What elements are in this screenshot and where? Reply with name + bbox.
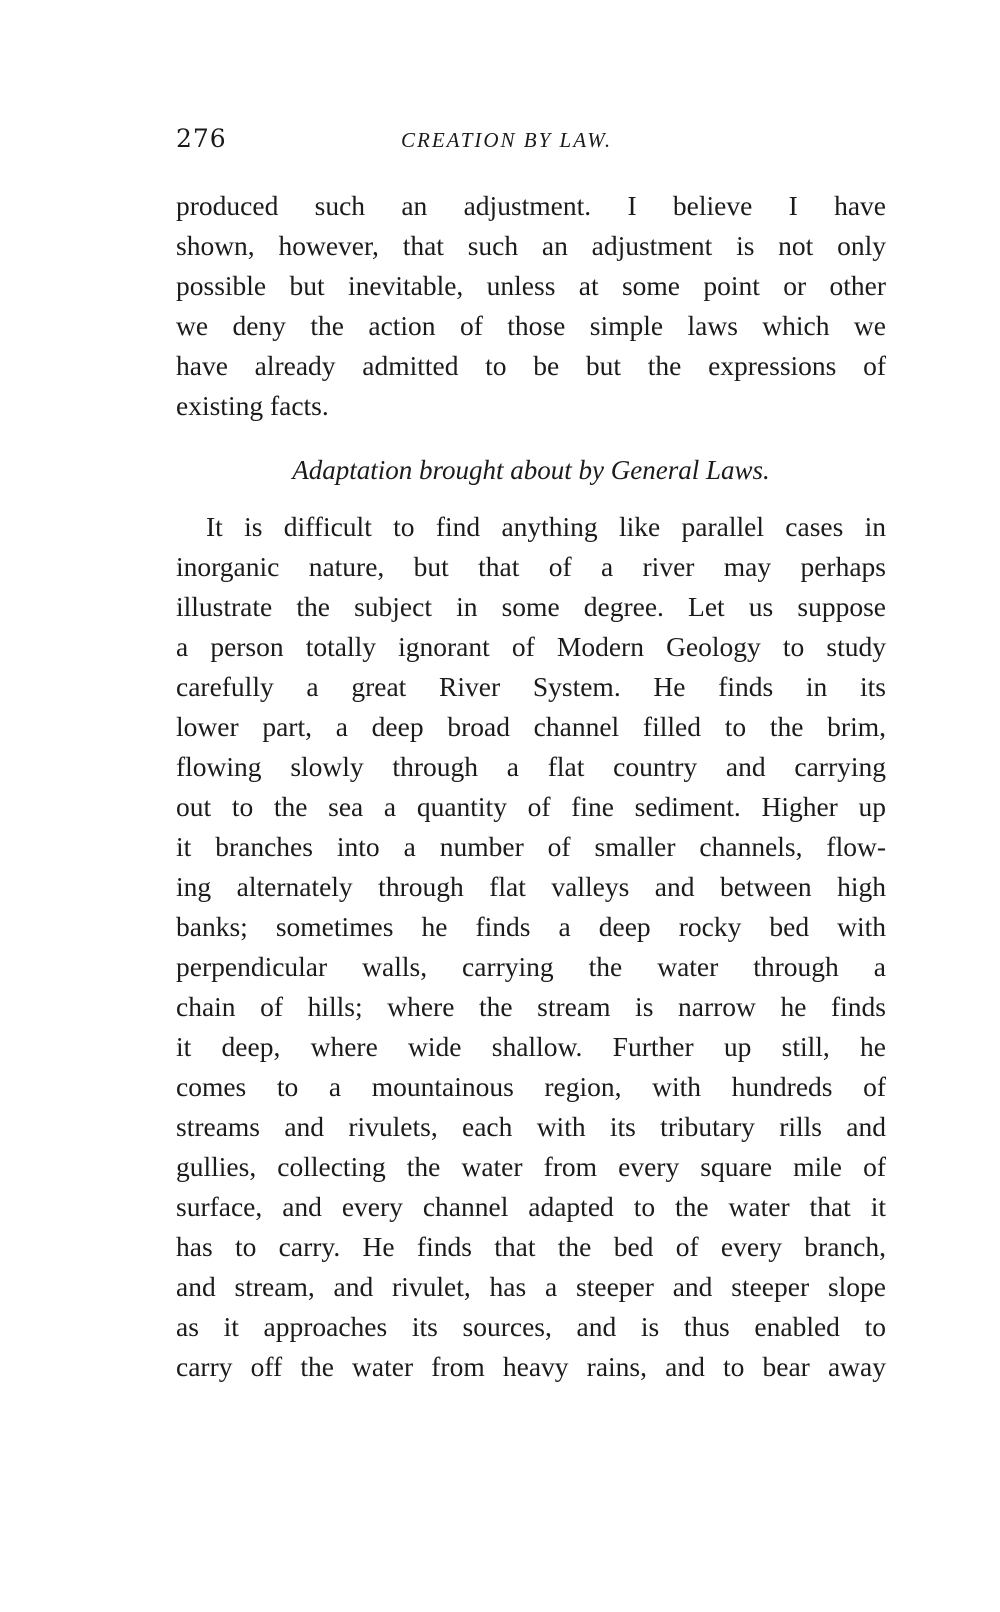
- text-line: perpendicular walls, carrying the water through a: [176, 951, 886, 982]
- text-line: ing alternately through flat valleys and between high: [176, 871, 886, 902]
- running-head: CREATION BY LAW.: [401, 128, 613, 152]
- text-line: possible but inevitable, unless at some point or other: [176, 270, 886, 301]
- text-line: a person totally ignorant of Modern Geology to study: [176, 631, 886, 662]
- text-line: It is difficult to find anything like parallel cases in: [206, 511, 886, 542]
- text-line: it deep, where wide shallow. Further up still, he: [176, 1031, 886, 1062]
- section-heading: Adaptation brought about by General Laws.: [292, 455, 770, 485]
- text-line: surface, and every channel adapted to the water that it: [176, 1191, 886, 1222]
- text-line: and stream, and rivulet, has a steeper and steeper slope: [176, 1271, 886, 1302]
- text-line: gullies, collecting the water from every square mile of: [176, 1151, 886, 1182]
- text-line: shown, however, that such an adjustment is not only: [176, 230, 886, 261]
- text-line: existing facts.: [176, 390, 329, 421]
- text-line: comes to a mountainous region, with hundreds of: [176, 1071, 886, 1102]
- text-line: lower part, a deep broad channel filled to the brim,: [176, 711, 886, 742]
- text-line: carry off the water from heavy rains, and to bear away: [176, 1351, 886, 1382]
- text-line: inorganic nature, but that of a river may perhaps: [176, 551, 886, 582]
- text-line: have already admitted to be but the expressions of: [176, 350, 886, 381]
- text-line: has to carry. He finds that the bed of every branch,: [176, 1231, 886, 1262]
- page-header: [176, 124, 886, 164]
- text-line: carefully a great River System. He finds in its: [176, 671, 886, 702]
- text-line: out to the sea a quantity of fine sediment. Higher up: [176, 791, 886, 822]
- text-line: banks; sometimes he finds a deep rocky bed with: [176, 911, 886, 942]
- page-number: 276: [176, 124, 227, 153]
- text-line: chain of hills; where the stream is narrow he finds: [176, 991, 886, 1022]
- paragraph-river-example: [176, 507, 886, 1387]
- text-line: streams and rivulets, each with its tributary rills and: [176, 1111, 886, 1142]
- text-line: as it approaches its sources, and is thus enabled to: [176, 1311, 886, 1342]
- text-line: illustrate the subject in some degree. Let us suppose: [176, 591, 886, 622]
- text-line: we deny the action of those simple laws which we: [176, 310, 886, 341]
- text-line: flowing slowly through a flat country and carrying: [176, 751, 886, 782]
- paragraph-continuation: [176, 186, 886, 426]
- text-line: produced such an adjustment. I believe I have: [176, 190, 886, 221]
- text-line: it branches into a number of smaller channels, flow-: [176, 831, 886, 862]
